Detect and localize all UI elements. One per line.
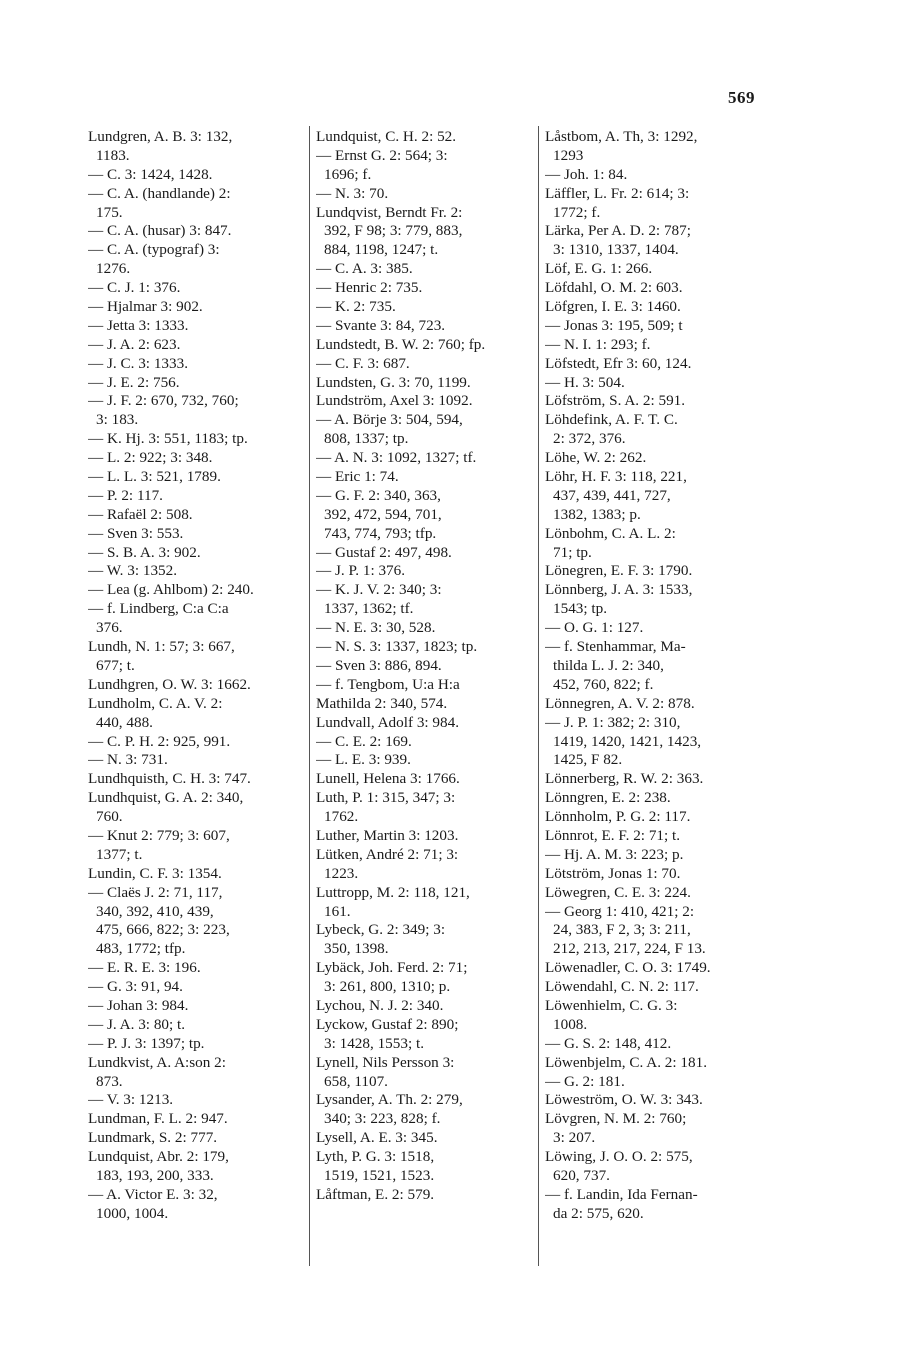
index-entry-line: — A. Börje 3: 504, 594, [316, 411, 463, 429]
index-entry-line: Lundh, N. 1: 57; 3: 667, [88, 638, 235, 656]
index-entry-line: — Georg 1: 410, 421; 2: [545, 902, 695, 920]
index-entry-line: Lundkvist, A. A:son 2: [88, 1053, 226, 1071]
index-entry-line: 340; 3: 223, 828; f. [324, 1110, 441, 1128]
index-entry-line: — L. 2: 922; 3: 348. [88, 449, 213, 467]
index-entry-line: Löhdefink, A. F. T. C. [545, 411, 678, 429]
index-entry-line: 743, 774, 793; tfp. [324, 524, 437, 542]
index-entry-line: 1377; t. [96, 845, 143, 863]
index-entry-line: 1276. [96, 260, 131, 278]
index-entry-line: Lyth, P. G. 3: 1518, [316, 1148, 435, 1166]
index-entry-line: 1772; f. [553, 203, 601, 221]
index-entry-line: 2: 372, 376. [553, 430, 626, 448]
index-entry-line: 392, F 98; 3: 779, 883, [324, 222, 463, 240]
index-entry-line: Lysander, A. Th. 2: 279, [316, 1091, 463, 1109]
index-entry-line: 1519, 1521, 1523. [324, 1166, 435, 1184]
index-entry-line: — S. B. A. 3: 902. [88, 543, 201, 561]
index-entry-line: — P. J. 3: 1397; tp. [88, 1034, 205, 1052]
index-entry-line: — C. F. 3: 687. [316, 354, 410, 372]
index-entry-line: — G. 2: 181. [545, 1072, 625, 1090]
index-entry-line: — Hjalmar 3: 902. [88, 298, 203, 316]
index-entry-line: Löhr, H. F. 3: 118, 221, [545, 468, 687, 486]
index-entry-line: — f. Tengbom, U:a H:a [316, 675, 460, 693]
index-entry-line: Lundgren, A. B. 3: 132, [88, 128, 233, 145]
index-entry-line: Lönnholm, P. G. 2: 117. [545, 808, 691, 826]
index-entry-line: — f. Lindberg, C:a C:a [88, 600, 229, 618]
index-entry-line: — J. A. 3: 80; t. [88, 1015, 186, 1033]
index-entry-line: Lundhquisth, C. H. 3: 747. [88, 770, 251, 788]
index-entry-line: Låstbom, A. Th, 3: 1292, [545, 128, 698, 145]
index-entry-line: — N. 3: 70. [316, 184, 389, 202]
index-entry-line: Löfström, S. A. 2: 591. [545, 392, 686, 410]
index-entry-line: 3: 183. [96, 411, 139, 429]
index-entry-line: 808, 1337; tp. [324, 430, 409, 448]
index-entry-line: — Johan 3: 984. [88, 996, 189, 1014]
index-entry-line: 212, 213, 217, 224, F 13. [553, 940, 706, 958]
index-entry-line: — P. 2: 117. [88, 486, 163, 504]
index-entry-line: 884, 1198, 1247; t. [324, 241, 439, 259]
index-entry-line: — O. G. 1: 127. [545, 619, 644, 637]
index-entry-line: Lärka, Per A. D. 2: 787; [545, 222, 691, 240]
index-entry-line: Luttropp, M. 2: 118, 121, [316, 883, 470, 901]
index-entry-line: Lundsten, G. 3: 70, 1199. [316, 373, 471, 391]
index-entry-line: — C. A. (husar) 3: 847. [88, 222, 232, 240]
index-entry-line: 760. [96, 808, 123, 826]
index-entry-line: 183, 193, 200, 333. [96, 1166, 214, 1184]
index-entry-line: — Hj. A. M. 3: 223; p. [545, 845, 684, 863]
index-entry-line: — Jonas 3: 195, 509; t [545, 316, 683, 334]
index-entry-line: 392, 472, 594, 701, [324, 505, 442, 523]
index-entry-line: — K. J. V. 2: 340; 3: [316, 581, 442, 599]
index-entry-line: thilda L. J. 2: 340, [553, 656, 664, 674]
index-entry-line: 483, 1772; tfp. [96, 940, 186, 958]
index-entry-line: — N. E. 3: 30, 528. [316, 619, 436, 637]
index-entry-line: Låftman, E. 2: 579. [316, 1185, 435, 1203]
index-entry-line: 3: 1310, 1337, 1404. [553, 241, 679, 259]
index-entry-line: — C. 3: 1424, 1428. [88, 165, 213, 183]
page-number: 569 [728, 88, 755, 107]
index-entry-line: — G. 3: 91, 94. [88, 978, 183, 996]
index-entry-line: — Sven 3: 553. [88, 524, 184, 542]
index-column-1 [88, 128, 306, 1224]
index-entry-line: Löwendahl, C. N. 2: 117. [545, 978, 699, 996]
index-entry-line: 175. [96, 203, 123, 221]
index-entry-line: — N. 3: 731. [88, 751, 168, 769]
index-entry-line: — N. S. 3: 1337, 1823; tp. [316, 638, 478, 656]
index-entry-line: Löwenadler, C. O. 3: 1749. [545, 959, 711, 977]
index-entry-line: 873. [96, 1072, 123, 1090]
index-entry-line: Lötström, Jonas 1: 70. [545, 864, 681, 882]
index-entry-line: Lundquist, Abr. 2: 179, [88, 1148, 229, 1166]
index-entry-line: — C. E. 2: 169. [316, 732, 412, 750]
index-entry-line: — Knut 2: 779; 3: 607, [88, 826, 230, 844]
index-entry-line: 1183. [96, 146, 130, 164]
index-entry-line: Lysell, A. E. 3: 345. [316, 1129, 438, 1147]
index-entry-line: — V. 3: 1213. [88, 1091, 174, 1109]
index-entry-line: 3: 207. [553, 1129, 596, 1147]
index-entry-line: Lundvall, Adolf 3: 984. [316, 713, 460, 731]
index-entry-line: Löfgren, I. E. 3: 1460. [545, 298, 681, 316]
index-entry-line: 1337, 1362; tf. [324, 600, 414, 618]
index-entry-line: Lundhgren, O. W. 3: 1662. [88, 675, 251, 693]
index-entry-line: Lundqvist, Berndt Fr. 2: [316, 203, 463, 221]
index-entry-line: 1543; tp. [553, 600, 608, 618]
index-entry-line: — Svante 3: 84, 723. [316, 316, 446, 334]
index-entry-line: — G. F. 2: 340, 363, [316, 486, 441, 504]
index-entry-line: Lönnerberg, R. W. 2: 363. [545, 770, 704, 788]
index-entry-line: — C. A. 3: 385. [316, 260, 413, 278]
index-entry-line: Löwenhielm, C. G. 3: [545, 996, 678, 1014]
index-entry-line: — W. 3: 1352. [88, 562, 178, 580]
index-entry-line: — J. P. 1: 382; 2: 310, [545, 713, 681, 731]
index-entry-line: Lönbohm, C. A. L. 2: [545, 524, 676, 542]
index-entry-line: Lönnberg, J. A. 3: 1533, [545, 581, 693, 599]
index-entry-line: 658, 1107. [324, 1072, 388, 1090]
index-entry-line: — L. L. 3: 521, 1789. [88, 468, 221, 486]
index-column-2 [316, 128, 536, 1205]
index-entry-line: Lunell, Helena 3: 1766. [316, 770, 460, 788]
index-entry-line: — Jetta 3: 1333. [88, 316, 189, 334]
index-entry-line: — C. A. (typograf) 3: [88, 241, 220, 259]
index-entry-line: Mathilda 2: 340, 574. [316, 694, 448, 712]
index-entry-line: 437, 439, 441, 727, [553, 486, 671, 504]
index-entry-line: — G. S. 2: 148, 412. [545, 1034, 672, 1052]
index-entry-line: Löwing, J. O. O. 2: 575, [545, 1148, 693, 1166]
index-entry-line: — N. I. 1: 293; f. [545, 335, 651, 353]
index-entry-line: 475, 666, 822; 3: 223, [96, 921, 230, 939]
index-entry-line: — Henric 2: 735. [316, 279, 423, 297]
index-entry-line: Löweström, O. W. 3: 343. [545, 1091, 703, 1109]
index-entry-line: — C. P. H. 2: 925, 991. [88, 732, 231, 750]
index-entry-line: Lundstedt, B. W. 2: 760; fp. [316, 335, 486, 353]
index-entry-line: 376. [96, 619, 123, 637]
index-entry-line: Lövgren, N. M. 2: 760; [545, 1110, 687, 1128]
index-entry-line: 350, 1398. [324, 940, 389, 958]
index-entry-line: Löhe, W. 2: 262. [545, 449, 647, 467]
index-entry-line: 1696; f. [324, 165, 372, 183]
index-entry-line: 1000, 1004. [96, 1204, 169, 1222]
index-entry-line: 71; tp. [553, 543, 592, 561]
index-entry-line: — f. Stenhammar, Ma- [545, 638, 686, 656]
index-entry-line: Löfstedt, Efr 3: 60, 124. [545, 354, 692, 372]
index-entry-line: Lundquist, C. H. 2: 52. [316, 128, 457, 145]
index-entry-line: — L. E. 3: 939. [316, 751, 411, 769]
index-entry-line: — Sven 3: 886, 894. [316, 656, 442, 674]
index-entry-line: Lönegren, E. F. 3: 1790. [545, 562, 693, 580]
index-entry-line: — Joh. 1: 84. [545, 165, 628, 183]
index-entry-line: 24, 383, F 2, 3; 3: 211, [553, 921, 691, 939]
index-entry-line: Löwegren, C. E. 3: 224. [545, 883, 691, 901]
index-entry-line: 1762. [324, 808, 359, 826]
index-entry-line: Lychou, N. J. 2: 340. [316, 996, 444, 1014]
index-entry-line: 620, 737. [553, 1166, 610, 1184]
index-entry-line: Lybeck, G. 2: 349; 3: [316, 921, 446, 939]
index-entry-line: 1008. [553, 1015, 588, 1033]
index-entry-line: — f. Landin, Ida Fernan- [545, 1185, 698, 1203]
index-entry-line: Lyckow, Gustaf 2: 890; [316, 1015, 459, 1033]
index-entry-line: — J. F. 2: 670, 732, 760; [88, 392, 239, 410]
index-entry-line: — A. Victor E. 3: 32, [88, 1185, 218, 1203]
index-entry-line: 452, 760, 822; f. [553, 675, 654, 693]
index-entry-line: — K. 2: 735. [316, 298, 396, 316]
index-entry-line: Lundhquist, G. A. 2: 340, [88, 789, 244, 807]
index-entry-line: 1223. [324, 864, 359, 882]
index-entry-line: — Lea (g. Ahlbom) 2: 240. [88, 581, 254, 599]
index-entry-line: Lybäck, Joh. Ferd. 2: 71; [316, 959, 468, 977]
index-entry-line: 1419, 1420, 1421, 1423, [553, 732, 702, 750]
index-entry-line: — C. A. (handlande) 2: [88, 184, 231, 202]
index-entry-line: 340, 392, 410, 439, [96, 902, 214, 920]
index-entry-line: Lundmark, S. 2: 777. [88, 1129, 218, 1147]
index-entry-line: Lundman, F. L. 2: 947. [88, 1110, 228, 1128]
index-entry-line: — C. J. 1: 376. [88, 279, 181, 297]
index-entry-line: — J. C. 3: 1333. [88, 354, 188, 372]
index-entry-line: 161. [324, 902, 351, 920]
index-entry-line: Läffler, L. Fr. 2: 614; 3: [545, 184, 690, 202]
index-entry-line: — Gustaf 2: 497, 498. [316, 543, 452, 561]
index-entry-line: — J. P. 1: 376. [316, 562, 406, 580]
index-entry-line: — K. Hj. 3: 551, 1183; tp. [88, 430, 248, 448]
column-divider [309, 126, 310, 1266]
index-entry-line: Luther, Martin 3: 1203. [316, 826, 459, 844]
index-entry-line: Lynell, Nils Persson 3: [316, 1053, 455, 1071]
index-entry-line: Luth, P. 1: 315, 347; 3: [316, 789, 456, 807]
index-entry-line: Löfdahl, O. M. 2: 603. [545, 279, 683, 297]
index-entry-line: Lütken, André 2: 71; 3: [316, 845, 459, 863]
index-entry-line: — E. R. E. 3: 196. [88, 959, 201, 977]
index-entry-line: 1293 [553, 146, 584, 164]
index-entry-line: 3: 1428, 1553; t. [324, 1034, 424, 1052]
index-entry-line: Löf, E. G. 1: 266. [545, 260, 653, 278]
index-entry-line: Lönnegren, A. V. 2: 878. [545, 694, 695, 712]
index-entry-line: 3: 261, 800, 1310; p. [324, 978, 451, 996]
index-entry-line: — H. 3: 504. [545, 373, 625, 391]
index-entry-line: Lönnrot, E. F. 2: 71; t. [545, 826, 681, 844]
index-entry-line: 1382, 1383; p. [553, 505, 641, 523]
index-entry-line: Lundholm, C. A. V. 2: [88, 694, 223, 712]
index-entry-line: Lönngren, E. 2: 238. [545, 789, 671, 807]
index-entry-line: da 2: 575, 620. [553, 1204, 644, 1222]
index-entry-line: 440, 488. [96, 713, 153, 731]
index-entry-line: 677; t. [96, 656, 135, 674]
index-entry-line: — Claës J. 2: 71, 117, [88, 883, 223, 901]
index-entry-line: — Eric 1: 74. [316, 468, 399, 486]
index-entry-line: — J. E. 2: 756. [88, 373, 180, 391]
index-entry-line: — J. A. 2: 623. [88, 335, 181, 353]
index-column-3 [545, 128, 765, 1224]
index-entry-line: — Ernst G. 2: 564; 3: [316, 146, 448, 164]
index-entry-line: Lundin, C. F. 3: 1354. [88, 864, 222, 882]
index-entry-line: Löwenbjelm, C. A. 2: 181. [545, 1053, 707, 1071]
column-divider [538, 126, 539, 1266]
index-entry-line: 1425, F 82. [553, 751, 623, 769]
index-entry-line: — A. N. 3: 1092, 1327; tf. [316, 449, 477, 467]
index-entry-line: Lundström, Axel 3: 1092. [316, 392, 473, 410]
index-entry-line: — Rafaël 2: 508. [88, 505, 193, 523]
